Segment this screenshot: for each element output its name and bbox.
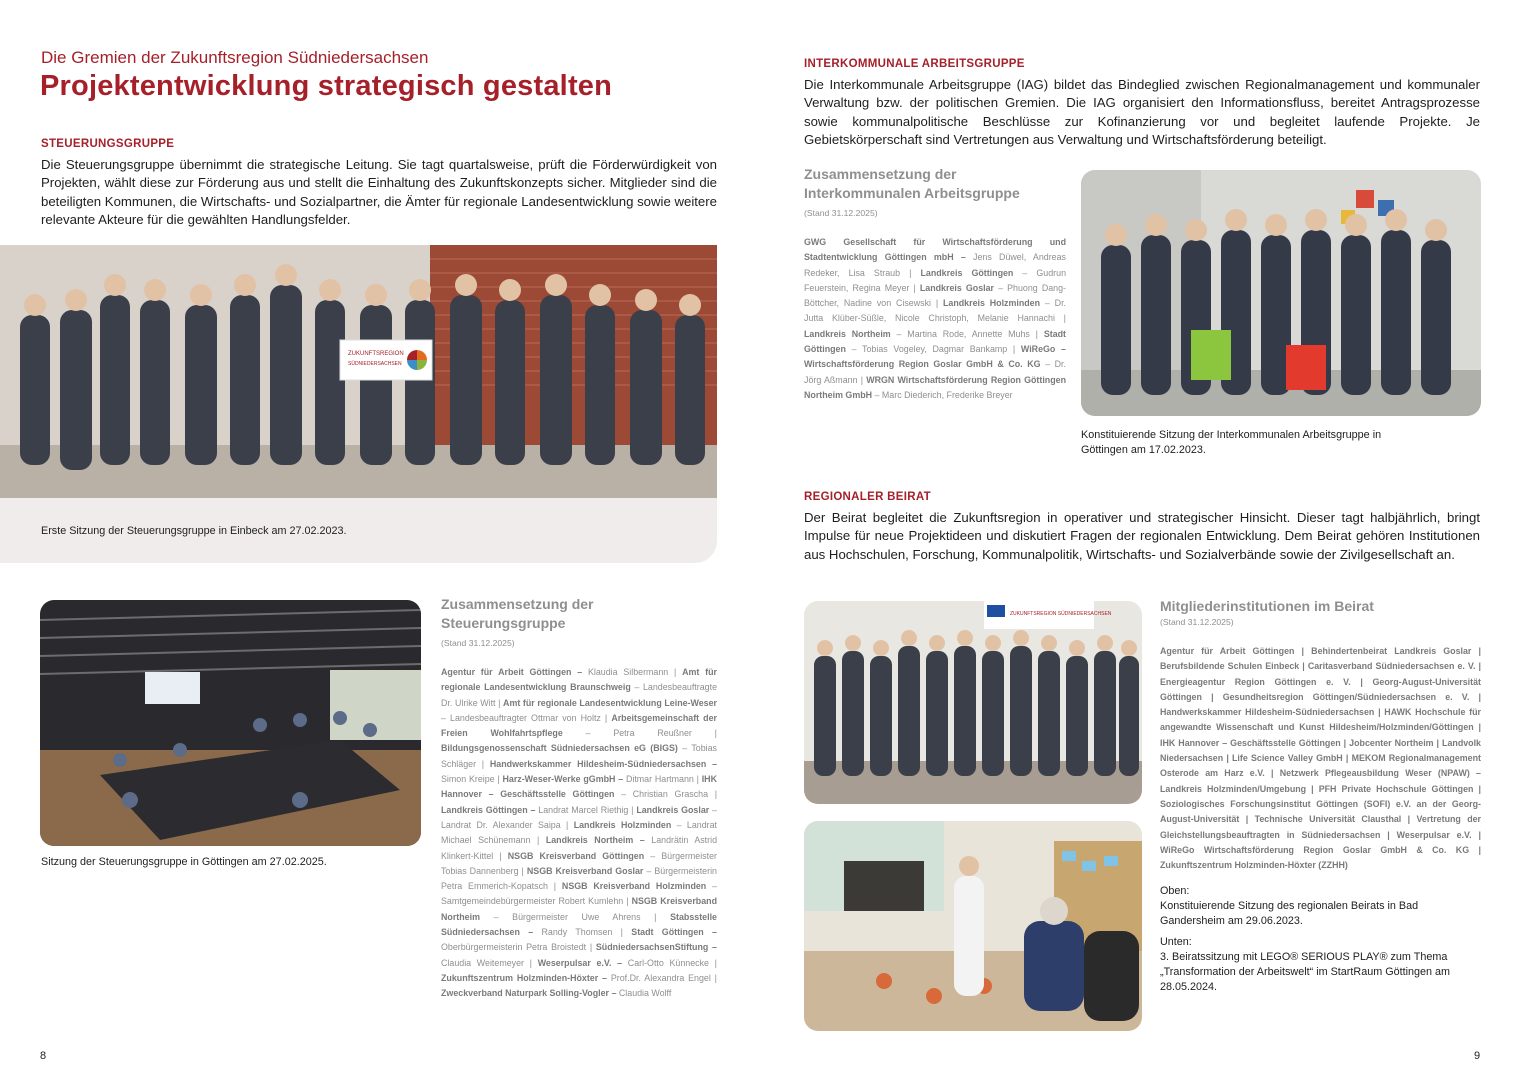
photo1-sign-text-2: SÜDNIEDERSACHSEN bbox=[348, 361, 402, 367]
beirat-members-heading: Mitgliederinstitutionen im Beirat bbox=[1160, 598, 1374, 614]
iag-composition-heading bbox=[804, 165, 1064, 203]
iag-stand: (Stand 31.12.2025) bbox=[804, 208, 878, 218]
steuerungsgruppe-heading: STEUERUNGSGRUPPE bbox=[41, 138, 175, 150]
beirat-heading: REGIONALER BEIRAT bbox=[804, 491, 931, 503]
steuerungsgruppe-composition-heading bbox=[441, 595, 717, 633]
photo1-sign-text-1: ZUKUNFTSREGION bbox=[348, 351, 404, 357]
beirat-text: Der Beirat begleitet die Zukunftsregion in operativer und strategischer Hinsicht. Dieser tagt halbjährlich, bringt Impulse für neue Projektideen und diskutiert Fragen der regionalen Entwicklung. Dem Beirat gehören Institutionen aus Hochschulen, Forschung, Kommunalpolitik, Wirtschafts- und Sozialverbände sowie der Zivilgesellschaft an. bbox=[804, 510, 1480, 562]
iag-composition-heading-line1: Zusammensetzung der bbox=[804, 166, 957, 182]
page-number-right: 9 bbox=[1474, 1050, 1481, 1062]
photo1-caption: Erste Sitzung der Steuerungsgruppe in Einbeck am 27.02.2023. bbox=[41, 525, 347, 537]
steuerungsgruppe-text: Die Steuerungsgruppe übernimmt die strategische Leitung. Sie tagt quartalsweise, prüft die Förderwürdigkeit von Projekten, wählt diese zur Förderung aus und stellt die Einhaltung des Zukunftskonzepts sicher. Mitglieder sind die beteiligten Kommunen, die Wirtschafts- und Sozialpartner, die Ämter für regionale Landesentwicklung sowie weitere relevante Akteure für die gewählten Handlungsfelder. bbox=[41, 157, 717, 228]
composition-heading-line2: Steuerungsgruppe bbox=[441, 615, 566, 631]
iag-group-photo bbox=[1081, 170, 1481, 416]
beirat-workshop-photo bbox=[804, 821, 1142, 1031]
page-number-left: 8 bbox=[40, 1050, 47, 1062]
steuerungsgruppe-members: Agentur für Arbeit Göttingen – Klaudia Silbermann | Amt für regionale Landesentwicklung Braunschweig – Landesbeauftragte Dr. Ulrike Witt | Amt für regionale Landesentwicklung Leine-Weser – Landesbeauftragter Ottmar von Holtz | Arbeitsgemeinschaft der Freien Wohlfahrtspflege – Petra Reußner | Bildungsgenossenschaft Südniedersachsen eG (BIGS) – Tobias Schläger | Handwerkskammer Hildesheim-Südniedersachsen – Simon Kreipe | Harz-Weser-Werke gGmbH – Ditmar Hartmann | IHK Hannover – Geschäftsstelle Göttingen – Christian Grascha | Landkreis Göttingen – Landrat Marcel Riethig | Landkreis Goslar – Landrat Dr. Alexander Saipa | Landkreis Holzminden – Landrat Michael Schünemann | Landkreis Northeim – Landrätin Astrid Klinkert-Kittel | NSGB Kreisverband Göttingen – Bürgermeister Tobias Dannenberg | NSGB Kreisverband Goslar – Bürgermeisterin Petra Emmerich-Kopatsch | NSGB Kreisverband Holzminden – Samtgemeindebürgermeister Robert Kumlehn | NSGB Kreisverband Northeim – Bürgermeister Uwe Ahrens | Stabsstelle Südniedersachsen – Randy Thomsen | Stadt Göttingen – Oberbürgermeisterin Petra Broistedt | SüdniedersachsenStiftung – Claudia Weitemeyer | Weserpulsar e.V. – Carl-Otto Künnecke | Zukunftszentrum Holzminden-Höxter – Prof.Dr. Alexandra Engel | Zweckverband Naturpark Solling-Vogler – Claudia Wolff bbox=[441, 667, 718, 999]
photo-banner-text: ZUKUNFTSREGION SÜDNIEDERSACHSEN bbox=[1010, 611, 1112, 617]
composition-heading-line1: Zusammensetzung der bbox=[441, 596, 594, 612]
beirat-captions bbox=[1160, 884, 1480, 995]
iag-composition-heading-line2: Interkommunalen Arbeitsgruppe bbox=[804, 185, 1020, 201]
iag-members: GWG Gesellschaft für Wirtschaftsförderung und Stadtentwicklung Göttingen mbH – Jens Düwel, Andreas Redeker, Lisa Straub | Landkreis Göttingen – Gudrun Feuerstein, Regina Meyer | Landkreis Goslar – Phuong Dang-Böttcher, Nadine von Cisewski | Landkreis Holzminden – Dr. Jutta Klüber-Süßle, Nicole Christoph, Melanie Hannachi | Landkreis Northeim – Martina Rode, Annette Muhs | Stadt Göttingen – Tobias Vogeley, Dagmar Bankamp | WiReGo – Wirtschaftsförderung Region Goslar GmbH & Co. KG – Dr. Jörg Aßmann | WRGN Wirtschaftsförderung Region Göttingen Northeim GmbH – Marc Diederich, Frederike Breyer bbox=[804, 237, 1067, 400]
meeting-room-photo bbox=[40, 600, 421, 846]
beirat-stand: (Stand 31.12.2025) bbox=[1160, 617, 1234, 627]
section-kicker: Die Gremien der Zukunftsregion Südniedersachsen bbox=[41, 48, 429, 67]
beirat-members-list: Agentur für Arbeit Göttingen | Behindertenbeirat Landkreis Goslar | Berufsbildende Schulen Einbeck | Caritasverband Südniedersachsen e. V. | Energieagentur Region Göttingen e. V. | Georg-August-Universität Göttingen | Gesundheitsregion Göttingen/Südniedersachsen e. V. | Handwerkskammer Hildesheim-Südniedersachsen | HAWK Hochschule für angewandte Wissenschaft und Kunst Hildesheim/Holzminden/Göttingen | IHK Hannover – Geschäftsstelle Göttingen | Jobcenter Northeim | Landvolk Niedersachsen | Life Science Valley GmbH | MEKOM Regionalmanagement Osterode am Harz e.V. | Netzwerk Pflegeausbildung Weser (NPAW) – Landkreis Holzminden/Umgebung | PFH Private Hochschule Göttingen | Soziologisches Forschungsinstitut Göttingen (SOFI) e.V. an der Georg-August-Universität | Technische Universität Clausthal | Vertretung der Gleichstellungsbeauftragten in Südniedersachsen | Weserpulsar e.V. | WiReGo Wirtschaftsförderung Region Goslar GmbH & Co. KG | Zukunftszentrum Holzminden-Höxter (ZZHH) bbox=[1160, 646, 1481, 871]
iag-caption: Konstituierende Sitzung der Interkommunalen Arbeitsgruppe in Göttingen am 17.02.2023. bbox=[1081, 429, 1382, 456]
iag-heading: INTERKOMMUNALE ARBEITSGRUPPE bbox=[804, 58, 1025, 70]
group-photo-steuerungsgruppe bbox=[0, 245, 717, 498]
caption-unten: 3. Beiratssitzung mit LEGO® SERIOUS PLAY® zum Thema „Transformation der Arbeitswelt“ im StartRaum Göttingen am 28.05.2024. bbox=[1160, 951, 1451, 993]
photo2-caption: Sitzung der Steuerungsgruppe in Göttingen am 27.02.2025. bbox=[41, 856, 327, 868]
steuerungsgruppe-stand: (Stand 31.12.2025) bbox=[441, 638, 515, 648]
caption-oben-label: Oben: bbox=[1160, 885, 1190, 897]
beirat-group-photo bbox=[804, 601, 1142, 804]
caption-unten-label: Unten: bbox=[1160, 936, 1192, 948]
iag-text: Die Interkommunale Arbeitsgruppe (IAG) bildet das Bindeglied zwischen Regionalmanagement und kommunaler Verwaltung bzw. der politischen Gremien. Die IAG organisiert den Informationsfluss, bereitet Antragsprozesse sowie kommunalpolitische Beschlüsse zur Kofinanzierung vor und begleitet laufende Projekte. Je Gebietskörperschaft sind Vertretungen aus Verwaltung und Wirtschaftsförderung beteiligt. bbox=[804, 77, 1480, 148]
page-title: Projektentwicklung strategisch gestalten bbox=[40, 70, 613, 102]
caption-oben: Konstituierende Sitzung des regionalen Beirats in Bad Gandersheim am 29.06.2023. bbox=[1160, 900, 1419, 927]
